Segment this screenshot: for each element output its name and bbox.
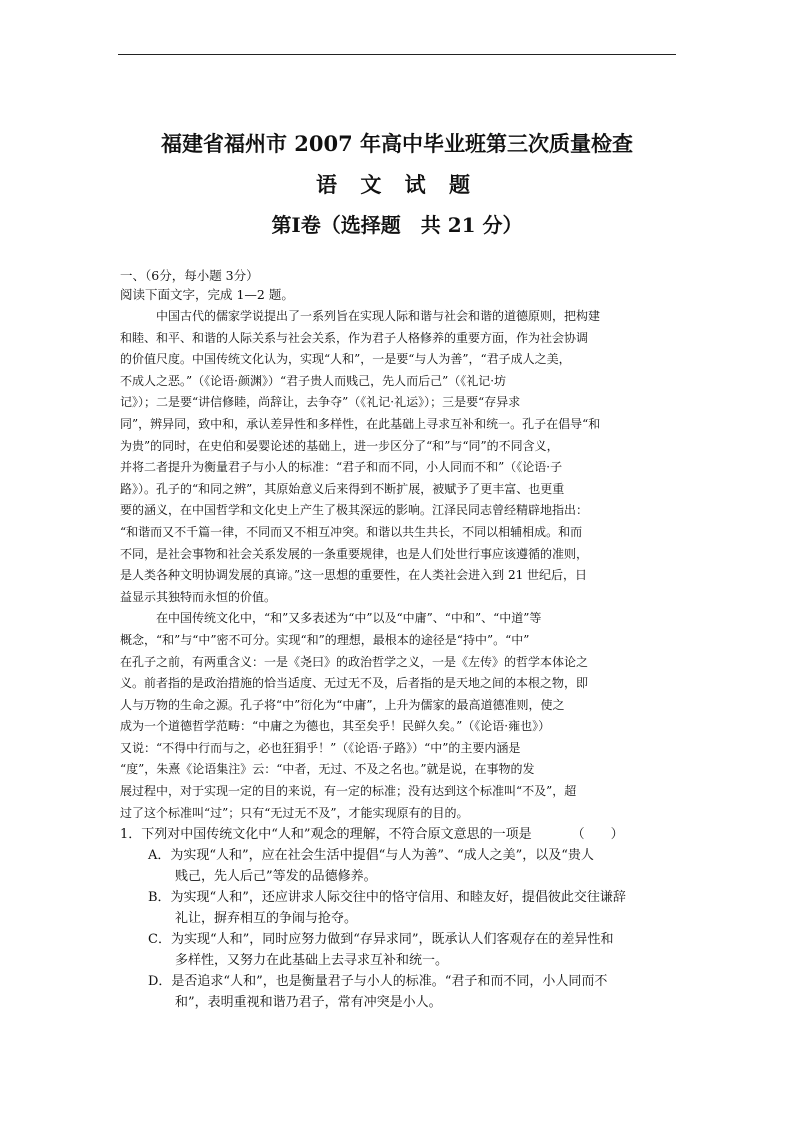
header-rule: [118, 54, 676, 55]
passage-line: 为贵”的同时，在史伯和晏婴论述的基础上，进一步区分了“和”与“同”的不同含义，: [120, 438, 559, 453]
reading-passage: [120, 306, 680, 824]
option-b-cont: 礼让，摒弃相互的争闹与抢夺。: [175, 911, 358, 927]
passage-line: 又说：“不得中行而与之，必也狂狷乎！”（《论语·子路》）“中”的主要内涵是: [120, 740, 521, 755]
part-heading: 一、（6分，每小题 3分）: [120, 268, 259, 283]
passage-line: 不同，是社会事物和社会关系发展的一条重要规律，也是人们处世行事应该遵循的准则，: [120, 546, 589, 561]
option-c: C．为实现“人和”，同时应努力做到“存异求同”，既承认人们客观存在的差异性和: [148, 932, 614, 948]
passage-line: 并将二者提升为衡量君子与小人的标准：“君子和而不同，小人同而不和”（《论语·子: [120, 460, 563, 475]
passage-line: 的价值尺度。中国传统文化认为，实现“人和”，一是要“与人为善”，“君子成人之美，: [120, 352, 571, 367]
passage-line: 义。前者指的是政治措施的恰当适度、无过无不及，后者指的是天地之间的本根之物，即: [120, 676, 589, 691]
passage-line: 不成人之恶。”（《论语·颜渊》）“君子贵人而贱己，先人而后己”（《礼记·坊: [120, 373, 507, 388]
passage-line: 益显示其独特而永恒的价值。: [120, 589, 277, 604]
passage-line: 概念，“和”与“中”密不可分。实现“和”的理想，最根本的途径是“持中”。“中”: [120, 632, 530, 647]
passage-line: “和谐而又不千篇一律，不同而又不相互冲突。和谐以共生共长，不同以相辅相成。和而: [120, 524, 583, 539]
question-1: [120, 824, 680, 1013]
option-d: D．是否追求“人和”，也是衡量君子与小人的标准。“君子和而不同，小人同而不: [148, 974, 608, 990]
question-stem: 1．下列对中国传统文化中“人和”观念的理解，不符合原文意思的一项是: [120, 827, 532, 843]
part-instruction: 阅读下面文字，完成 1—2 题。: [120, 287, 294, 302]
option-b: B．为实现“人和”，还应讲求人际交往中的恪守信用、和睦友好，提倡彼此交往谦辞: [148, 890, 626, 906]
passage-line: 是人类各种文明协调发展的真谛。”这一思想的重要性，在人类社会进入到 21 世纪后，日: [120, 568, 588, 583]
exam-content: [120, 266, 680, 1013]
passage-line: 中国古代的儒家学说提出了一系列旨在实现人际和谐与社会和谐的道德原则，把构建: [156, 309, 601, 323]
passage-line: 记》）；二是要“讲信修睦，尚辞让，去争夺”（《礼记·礼运》）；三是要“存异求: [120, 395, 521, 410]
option-a-cont: 贱己，先人后己”等发的品德修养。: [175, 869, 377, 885]
question-stem-line: [120, 824, 680, 845]
exam-title: 福建省福州市 2007 年高中毕业班第三次质量检查: [160, 131, 634, 156]
section-title: 第Ⅰ卷（选择题 共 21 分）: [271, 213, 523, 237]
passage-line: 和睦、和平、和谐的人际关系与社会关系，作为君子人格修养的重要方面，作为社会协调: [120, 330, 589, 345]
option-d-cont: 和”，表明重视和谐乃君子，常有冲突是小人。: [175, 995, 442, 1011]
passage-line: 路》）。孔子的“和同之辨”，其原始意义后来得到不断扩展，被赋予了更丰富、也更重: [120, 481, 565, 496]
passage-line: 在孔子之前，有两重含义：一是《尧曰》的政治哲学之义，一是《左传》的哲学本体论之: [120, 654, 589, 669]
passage-line: 要的涵义，在中国哲学和文化史上产生了极其深远的影响。江泽民同志曾经精辟地指出：: [120, 503, 589, 518]
passage-line: 成为一个道德哲学范畴：“中庸之为德也，其至矣乎！民鲜久矣。”（《论语·雍也》）: [120, 719, 551, 734]
passage-line: 展过程中，对于实现一定的目的来说，有一定的标准；没有达到这个标准叫“不及”，超: [120, 784, 577, 799]
passage-line: 在中国传统文化中，“和”又多表述为“中”以及“中庸”、“中和”、“中道”等: [156, 611, 542, 626]
exam-subtitle: 语 文 试 题: [316, 172, 478, 197]
option-c-cont: 多样性，又努力在此基础上去寻求互补和统一。: [175, 953, 449, 969]
passage-line: 过了这个标准叫“过”；只有“无过无不及”，才能实现原有的目的。: [120, 805, 469, 820]
option-a: A．为实现“人和”，应在社会生活中提倡“与人为善”、“成人之美”，以及“贵人: [148, 848, 594, 864]
passage-line: 同”，辨异同，致中和，承认差异性和多样性，在此基础上寻求互补和统一。孔子在倡导“和: [120, 416, 601, 431]
answer-blank[interactable]: （ ）: [571, 827, 624, 843]
passage-line: “度”，朱熹《论语集注》云：“中者，无过、不及之名也。”就是说，在事物的发: [120, 762, 535, 777]
passage-line: 人与万物的生命之源。孔子将“中”衍化为“中庸”，上升为儒家的最高道德准则，使之: [120, 697, 565, 712]
